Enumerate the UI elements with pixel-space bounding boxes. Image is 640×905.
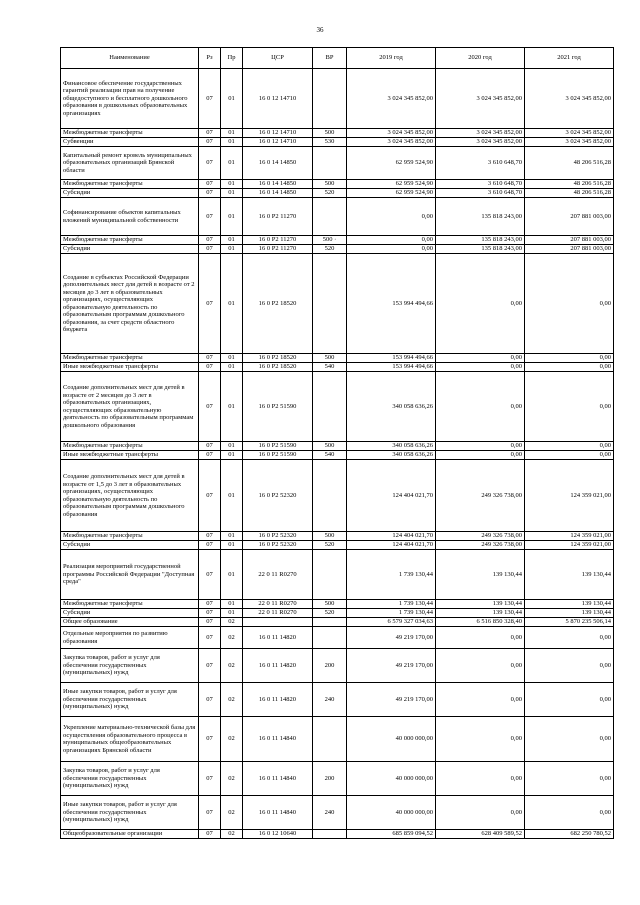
cell-2021: 0,00 [525, 451, 614, 460]
cell-pr: 01 [221, 189, 243, 198]
cell-csr: 16 0 P2 51590 [243, 442, 313, 451]
table-row [61, 762, 614, 796]
cell-name: Создание дополнительных мест для детей в возрасте от 1,5 до 3 лет в образовательных организациях, осуществляющих образовательную деятельность по образовательным программам дошкольного образования [61, 460, 199, 532]
table-row [61, 147, 614, 180]
cell-vr [313, 618, 347, 627]
cell-rz: 07 [199, 354, 221, 363]
cell-rz: 07 [199, 830, 221, 839]
cell-2020: 0,00 [436, 683, 525, 717]
cell-2021: 207 881 003,00 [525, 236, 614, 245]
table-row [61, 550, 614, 600]
cell-rz: 07 [199, 69, 221, 129]
cell-rz: 07 [199, 649, 221, 683]
cell-2021: 124 359 021,00 [525, 541, 614, 550]
cell-rz: 07 [199, 627, 221, 649]
cell-pr: 01 [221, 180, 243, 189]
cell-2020: 135 818 243,00 [436, 245, 525, 254]
cell-2019: 49 219 170,00 [347, 683, 436, 717]
cell-vr: 500 [313, 600, 347, 609]
cell-pr: 01 [221, 147, 243, 180]
cell-2021: 0,00 [525, 762, 614, 796]
table-row [61, 69, 614, 129]
table-row [61, 254, 614, 354]
cell-pr: 02 [221, 649, 243, 683]
cell-2020: 3 610 648,70 [436, 180, 525, 189]
cell-2021: 48 206 516,28 [525, 147, 614, 180]
cell-csr [243, 618, 313, 627]
cell-2019: 1 739 130,44 [347, 600, 436, 609]
cell-name: Межбюджетные трансферты [61, 600, 199, 609]
cell-name: Общее образование [61, 618, 199, 627]
cell-2019: 49 219 170,00 [347, 649, 436, 683]
cell-rz: 07 [199, 129, 221, 138]
cell-2020: 3 024 345 852,00 [436, 129, 525, 138]
cell-name: Реализация мероприятий государственной программы Российской Федерации "Доступная среда" [61, 550, 199, 600]
cell-2021: 0,00 [525, 354, 614, 363]
cell-2021: 3 024 345 852,00 [525, 129, 614, 138]
cell-rz: 07 [199, 609, 221, 618]
cell-rz: 07 [199, 363, 221, 372]
cell-vr [313, 254, 347, 354]
cell-vr [313, 717, 347, 762]
cell-vr [313, 627, 347, 649]
cell-2020: 135 818 243,00 [436, 236, 525, 245]
table-header-row [61, 48, 614, 69]
cell-2021: 139 130,44 [525, 550, 614, 600]
cell-vr [313, 372, 347, 442]
cell-name: Межбюджетные трансферты [61, 180, 199, 189]
cell-name: Межбюджетные трансферты [61, 236, 199, 245]
cell-2020: 249 326 738,00 [436, 460, 525, 532]
cell-pr: 01 [221, 532, 243, 541]
cell-2019: 340 058 636,26 [347, 372, 436, 442]
cell-name: Иные межбюджетные трансферты [61, 451, 199, 460]
cell-2019: 0,00 [347, 245, 436, 254]
cell-name: Общеобразовательные организации [61, 830, 199, 839]
cell-rz: 07 [199, 618, 221, 627]
cell-2020: 0,00 [436, 649, 525, 683]
cell-2020: 6 516 850 328,40 [436, 618, 525, 627]
cell-2021: 124 359 021,00 [525, 532, 614, 541]
cell-2019: 6 579 327 034,63 [347, 618, 436, 627]
cell-rz: 07 [199, 189, 221, 198]
cell-2019: 153 994 494,66 [347, 363, 436, 372]
cell-rz: 07 [199, 147, 221, 180]
cell-2019: 62 959 524,90 [347, 180, 436, 189]
cell-name: Субсидии [61, 541, 199, 550]
cell-2020: 3 610 648,70 [436, 147, 525, 180]
cell-pr: 01 [221, 254, 243, 354]
cell-csr: 16 0 11 14840 [243, 717, 313, 762]
cell-2020: 139 130,44 [436, 600, 525, 609]
cell-pr: 01 [221, 198, 243, 236]
cell-2020: 3 024 345 852,00 [436, 69, 525, 129]
cell-2021: 0,00 [525, 363, 614, 372]
cell-vr: 520 [313, 541, 347, 550]
cell-pr: 01 [221, 460, 243, 532]
cell-rz: 07 [199, 372, 221, 442]
cell-name: Укрепление материально-технической базы для осуществления образовательного процесса в муниципальных общеобразовательных организациях Брянской области [61, 717, 199, 762]
table-row [61, 532, 614, 541]
cell-name: Субсидии [61, 245, 199, 254]
cell-2021: 139 130,44 [525, 600, 614, 609]
cell-2019: 340 058 636,26 [347, 451, 436, 460]
cell-csr: 16 0 P2 52320 [243, 460, 313, 532]
table-row [61, 609, 614, 618]
cell-2019: 62 959 524,90 [347, 189, 436, 198]
cell-2019: 685 859 094,52 [347, 830, 436, 839]
cell-2021: 0,00 [525, 372, 614, 442]
cell-2020: 0,00 [436, 354, 525, 363]
cell-pr: 01 [221, 245, 243, 254]
cell-2020: 0,00 [436, 717, 525, 762]
table-row [61, 618, 614, 627]
cell-2019: 124 404 021,70 [347, 460, 436, 532]
table-row [61, 717, 614, 762]
cell-2021: 0,00 [525, 717, 614, 762]
header-csr: ЦСР [243, 48, 313, 69]
cell-pr: 01 [221, 609, 243, 618]
header-2019: 2019 год [347, 48, 436, 69]
cell-csr: 22 0 11 R0270 [243, 600, 313, 609]
cell-rz: 07 [199, 198, 221, 236]
cell-2019: 40 000 000,00 [347, 717, 436, 762]
header-2020: 2020 год [436, 48, 525, 69]
cell-vr [313, 830, 347, 839]
cell-rz: 07 [199, 717, 221, 762]
cell-rz: 07 [199, 550, 221, 600]
cell-vr: 530 [313, 138, 347, 147]
header-vr: ВР [313, 48, 347, 69]
cell-2019: 0,00 [347, 198, 436, 236]
cell-2020: 0,00 [436, 627, 525, 649]
cell-rz: 07 [199, 532, 221, 541]
cell-csr: 16 0 P2 11270 [243, 245, 313, 254]
cell-vr: 520 [313, 245, 347, 254]
cell-pr: 01 [221, 129, 243, 138]
cell-csr: 16 0 14 14850 [243, 147, 313, 180]
cell-pr: 02 [221, 796, 243, 830]
cell-pr: 01 [221, 363, 243, 372]
cell-2020: 0,00 [436, 254, 525, 354]
cell-2021: 0,00 [525, 796, 614, 830]
cell-rz: 07 [199, 138, 221, 147]
cell-2019: 40 000 000,00 [347, 762, 436, 796]
cell-rz: 07 [199, 796, 221, 830]
cell-2021: 682 250 780,52 [525, 830, 614, 839]
cell-2020: 135 818 243,00 [436, 198, 525, 236]
table-row [61, 372, 614, 442]
table-row [61, 796, 614, 830]
header-rz: Рз [199, 48, 221, 69]
table-row [61, 451, 614, 460]
cell-2019: 40 000 000,00 [347, 796, 436, 830]
cell-csr: 22 0 11 R0270 [243, 609, 313, 618]
table-row [61, 600, 614, 609]
cell-vr: 520 [313, 189, 347, 198]
table-row [61, 354, 614, 363]
cell-name: Субсидии [61, 189, 199, 198]
cell-2019: 49 219 170,00 [347, 627, 436, 649]
cell-name: Иные закупки товаров, работ и услуг для обеспечения государственных (муниципальных) нужд [61, 683, 199, 717]
cell-2021: 207 881 003,00 [525, 198, 614, 236]
cell-rz: 07 [199, 541, 221, 550]
cell-csr: 16 0 P2 11270 [243, 198, 313, 236]
cell-pr: 01 [221, 442, 243, 451]
cell-2019: 3 024 345 852,00 [347, 69, 436, 129]
cell-pr: 02 [221, 618, 243, 627]
cell-vr: 240 [313, 683, 347, 717]
cell-2020: 3 610 648,70 [436, 189, 525, 198]
cell-name: Отдельные мероприятия по развитию образования [61, 627, 199, 649]
cell-2019: 62 959 524,90 [347, 147, 436, 180]
cell-vr [313, 69, 347, 129]
cell-2020: 139 130,44 [436, 609, 525, 618]
cell-vr: 200 [313, 762, 347, 796]
cell-2021: 0,00 [525, 627, 614, 649]
cell-vr: 500 · [313, 236, 347, 245]
cell-name: Капитальный ремонт кровель муниципальных образовательных организаций Брянской области [61, 147, 199, 180]
cell-2021: 139 130,44 [525, 609, 614, 618]
table-row [61, 245, 614, 254]
cell-pr: 02 [221, 627, 243, 649]
cell-rz: 07 [199, 236, 221, 245]
cell-2019: 340 058 636,26 [347, 442, 436, 451]
cell-csr: 22 0 11 R0270 [243, 550, 313, 600]
table-row [61, 830, 614, 839]
cell-pr: 02 [221, 830, 243, 839]
cell-pr: 01 [221, 138, 243, 147]
cell-csr: 16 0 P2 51590 [243, 372, 313, 442]
cell-vr: 240 [313, 796, 347, 830]
cell-2021: 48 206 516,28 [525, 189, 614, 198]
cell-vr: 500 [313, 180, 347, 189]
cell-2019: 1 739 130,44 [347, 609, 436, 618]
cell-2020: 0,00 [436, 796, 525, 830]
table-row [61, 460, 614, 532]
cell-2019: 0,00 [347, 236, 436, 245]
cell-2021: 5 870 235 506,14 [525, 618, 614, 627]
cell-2021: 0,00 [525, 254, 614, 354]
cell-vr: 520 [313, 609, 347, 618]
cell-2021: 3 024 345 852,00 [525, 69, 614, 129]
cell-vr: 540 [313, 363, 347, 372]
cell-name: Межбюджетные трансферты [61, 354, 199, 363]
table-row [61, 129, 614, 138]
cell-vr: 500 [313, 532, 347, 541]
page-number: 36 [316, 26, 324, 34]
table-row [61, 627, 614, 649]
cell-name: Иные межбюджетные трансферты [61, 363, 199, 372]
cell-pr: 01 [221, 550, 243, 600]
cell-2020: 249 326 738,00 [436, 532, 525, 541]
cell-vr [313, 198, 347, 236]
cell-name: Субвенции [61, 138, 199, 147]
cell-pr: 01 [221, 372, 243, 442]
cell-pr: 02 [221, 762, 243, 796]
cell-name: Межбюджетные трансферты [61, 129, 199, 138]
cell-2020: 0,00 [436, 762, 525, 796]
cell-csr: 16 0 P2 18520 [243, 363, 313, 372]
table-row [61, 649, 614, 683]
cell-vr: 500 [313, 442, 347, 451]
cell-2019: 153 994 494,66 [347, 354, 436, 363]
cell-name: Закупка товаров, работ и услуг для обеспечения государственных (муниципальных) нужд [61, 649, 199, 683]
cell-2019: 124 404 021,70 [347, 541, 436, 550]
table-row [61, 180, 614, 189]
budget-table [60, 47, 614, 839]
table-row [61, 683, 614, 717]
cell-csr: 16 0 P2 11270 [243, 236, 313, 245]
cell-rz: 07 [199, 762, 221, 796]
cell-csr: 16 0 11 14820 [243, 649, 313, 683]
cell-2019: 3 024 345 852,00 [347, 129, 436, 138]
cell-2020: 3 024 345 852,00 [436, 138, 525, 147]
cell-csr: 16 0 11 14820 [243, 627, 313, 649]
cell-csr: 16 0 P2 18520 [243, 354, 313, 363]
cell-name: Субсидии [61, 609, 199, 618]
cell-csr: 16 0 P2 18520 [243, 254, 313, 354]
header-2021: 2021 год [525, 48, 614, 69]
cell-csr: 16 0 12 14710 [243, 138, 313, 147]
cell-rz: 07 [199, 245, 221, 254]
cell-2019: 153 994 494,66 [347, 254, 436, 354]
cell-2021: 0,00 [525, 649, 614, 683]
cell-csr: 16 0 12 14710 [243, 129, 313, 138]
cell-pr: 01 [221, 541, 243, 550]
cell-2019: 124 404 021,70 [347, 532, 436, 541]
cell-pr: 01 [221, 354, 243, 363]
cell-2021: 0,00 [525, 683, 614, 717]
cell-name: Финансовое обеспечение государственных гарантий реализации прав на получение общедоступного и бесплатного дошкольного образования в дошкольных образовательных организациях [61, 69, 199, 129]
cell-pr: 01 [221, 451, 243, 460]
cell-name: Иные закупки товаров, работ и услуг для обеспечения государственных (муниципальных) нужд [61, 796, 199, 830]
cell-2021: 48 206 516,28 [525, 180, 614, 189]
table-row [61, 189, 614, 198]
cell-2020: 0,00 [436, 363, 525, 372]
table-row [61, 442, 614, 451]
cell-pr: 01 [221, 236, 243, 245]
cell-2020: 628 409 589,52 [436, 830, 525, 839]
cell-2020: 0,00 [436, 442, 525, 451]
cell-2019: 3 024 345 852,00 [347, 138, 436, 147]
cell-rz: 07 [199, 460, 221, 532]
cell-name: Создание дополнительных мест для детей в возрасте от 2 месяцев до 3 лет в образовательных организациях, осуществляющих образовательную деятельность по образовательным программам дошкольного образования [61, 372, 199, 442]
cell-csr: 16 0 12 10640 [243, 830, 313, 839]
cell-name: Софинансирование объектов капитальных вложений муниципальной собственности [61, 198, 199, 236]
cell-2021: 0,00 [525, 442, 614, 451]
cell-2021: 3 024 345 852,00 [525, 138, 614, 147]
cell-name: Межбюджетные трансферты [61, 442, 199, 451]
cell-rz: 07 [199, 451, 221, 460]
header-pr: Пр [221, 48, 243, 69]
cell-csr: 16 0 P2 52320 [243, 532, 313, 541]
cell-name: Закупка товаров, работ и услуг для обеспечения государственных (муниципальных) нужд [61, 762, 199, 796]
cell-vr: 500 [313, 129, 347, 138]
table-row [61, 138, 614, 147]
cell-vr [313, 460, 347, 532]
cell-2019: 1 739 130,44 [347, 550, 436, 600]
cell-rz: 07 [199, 600, 221, 609]
header-name: Наименование [61, 48, 199, 69]
cell-2021: 124 359 021,00 [525, 460, 614, 532]
cell-vr: 200 [313, 649, 347, 683]
cell-csr: 16 0 11 14840 [243, 796, 313, 830]
cell-vr [313, 550, 347, 600]
table-row [61, 541, 614, 550]
cell-pr: 02 [221, 683, 243, 717]
cell-csr: 16 0 P2 52320 [243, 541, 313, 550]
cell-2020: 0,00 [436, 451, 525, 460]
cell-csr: 16 0 P2 51590 [243, 451, 313, 460]
cell-name: Межбюджетные трансферты [61, 532, 199, 541]
table-row [61, 236, 614, 245]
cell-rz: 07 [199, 254, 221, 354]
table-row [61, 363, 614, 372]
cell-2020: 249 326 738,00 [436, 541, 525, 550]
cell-pr: 01 [221, 69, 243, 129]
table-row [61, 198, 614, 236]
cell-vr [313, 147, 347, 180]
cell-vr: 500 [313, 354, 347, 363]
cell-csr: 16 0 14 14850 [243, 189, 313, 198]
cell-rz: 07 [199, 180, 221, 189]
cell-2021: 207 881 003,00 [525, 245, 614, 254]
cell-vr: 540 [313, 451, 347, 460]
cell-name: Создание в субъектах Российской Федерации дополнительных мест для детей в возрасте от 2 месяцев до 3 лет в образовательных организациях, осуществляющих образовательную деятельность по образовательным программам дошкольного образования, за счет средств областного бюджета [61, 254, 199, 354]
cell-2020: 139 130,44 [436, 550, 525, 600]
cell-pr: 01 [221, 600, 243, 609]
cell-rz: 07 [199, 683, 221, 717]
cell-rz: 07 [199, 442, 221, 451]
cell-csr: 16 0 14 14850 [243, 180, 313, 189]
cell-pr: 02 [221, 717, 243, 762]
cell-2020: 0,00 [436, 372, 525, 442]
cell-csr: 16 0 11 14820 [243, 683, 313, 717]
cell-csr: 16 0 12 14710 [243, 69, 313, 129]
cell-csr: 16 0 11 14840 [243, 762, 313, 796]
